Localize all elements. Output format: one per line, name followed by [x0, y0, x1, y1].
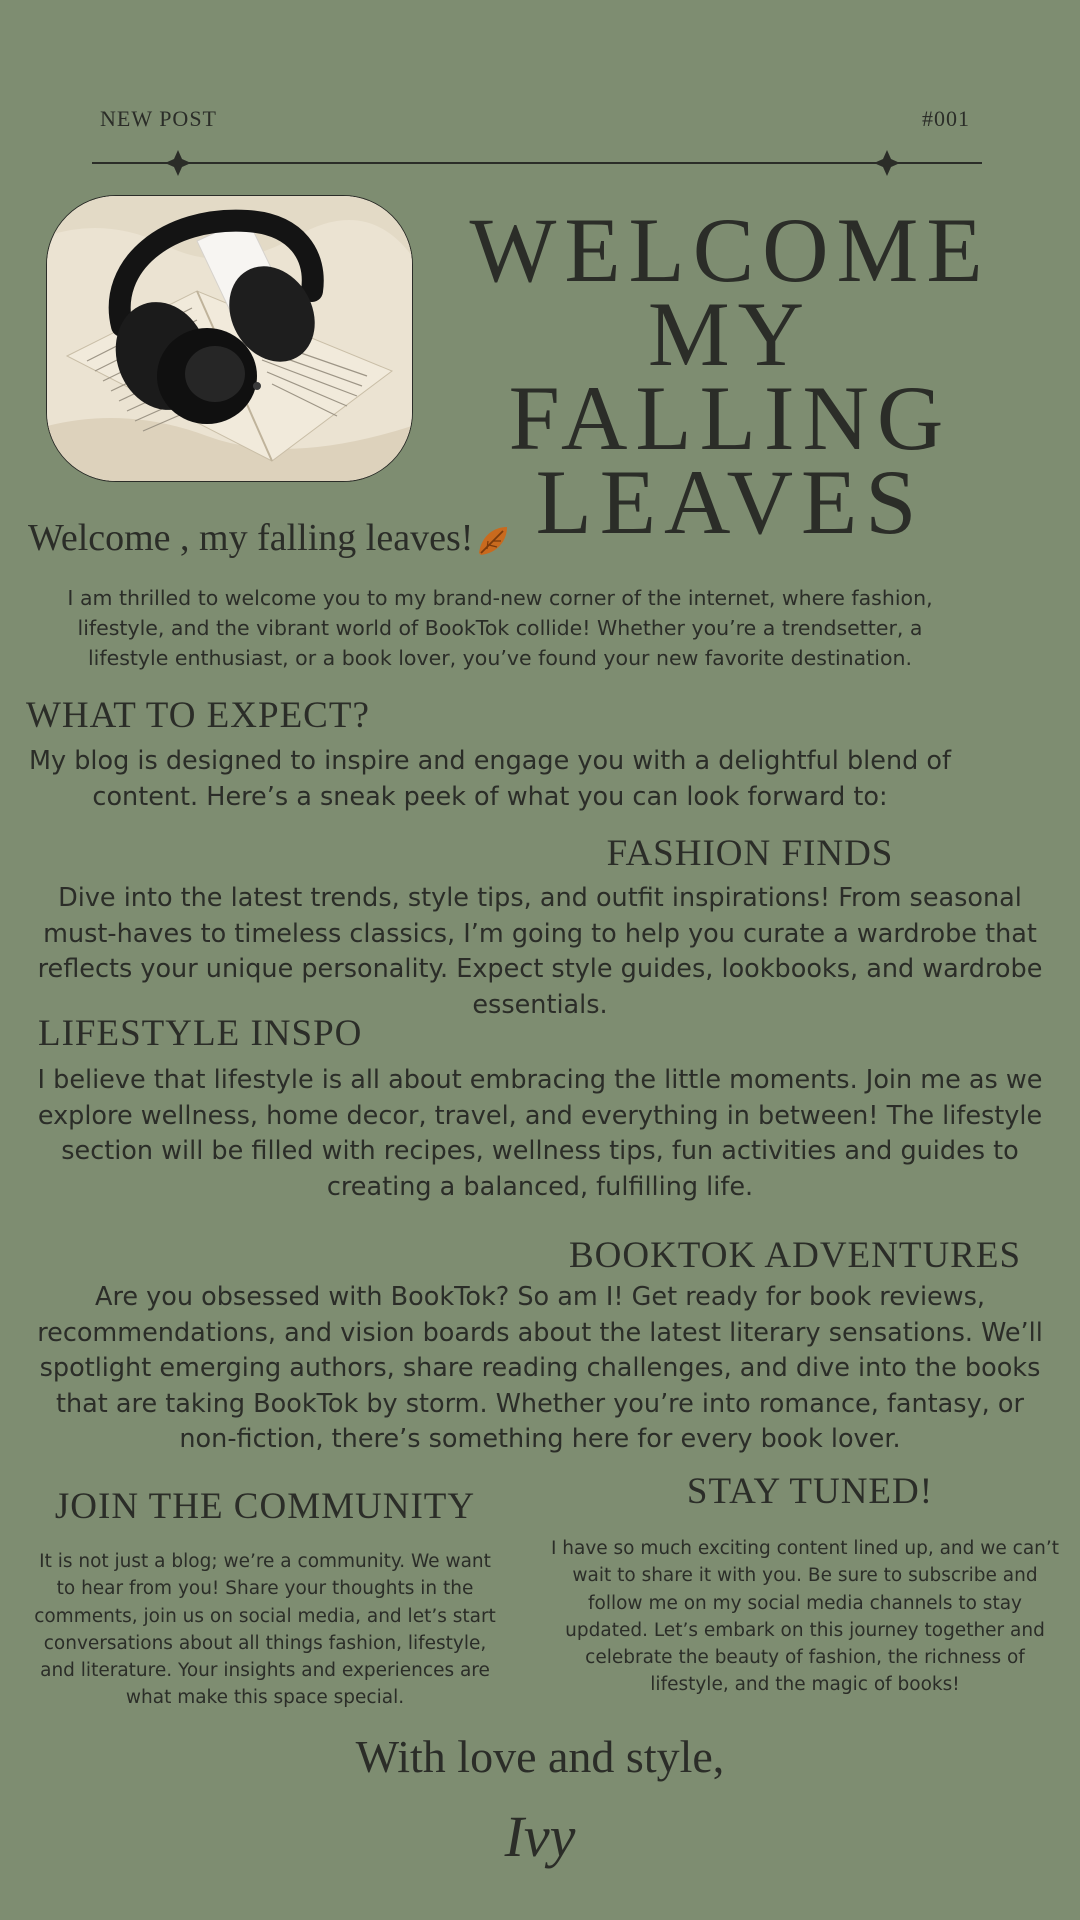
title-line-2: MY FALLING: [508, 283, 952, 469]
fashion-heading: FASHION FINDS: [606, 833, 894, 874]
title-line-3: LEAVES: [535, 451, 925, 553]
stay-tuned-paragraph: I have so much exciting content lined up, and we can’t wait to share it with you. Be sure to subscribe and follow me on my social media channels to stay updated. Let’s embark on this journey together and celebrate the beauty of fashion, the richness of lifestyle, and the magic of books!: [550, 1538, 1060, 1696]
expect-heading: WHAT TO EXPECT?: [26, 695, 370, 736]
four-point-star-icon: [165, 150, 191, 176]
page-title: [440, 199, 1020, 553]
header-divider: [92, 150, 982, 180]
community-paragraph: It is not just a blog; we’re a community. We want to hear from you! Share your thoughts in the comments, join us on social media, and let’s start conversations about all things fashion, lifestyle, and literature. Your insights and experiences are what make this space special.: [34, 1551, 496, 1709]
welcome-heading: [28, 516, 511, 560]
closing-line: With love and style,: [355, 1731, 725, 1782]
welcome-heading-text: Welcome , my falling leaves!: [28, 517, 474, 559]
headphones-book-photo: [46, 195, 413, 482]
four-point-star-icon: [874, 150, 900, 176]
lifestyle-paragraph: I believe that lifestyle is all about embracing the little moments. Join me as we explore wellness, home decor, travel, and everything in between! The lifestyle section will be filled with recipes, wellness tips, fun activities and guides to creating a balanced, fulfilling life.: [37, 1065, 1043, 1202]
stay-tuned-heading: STAY TUNED!: [686, 1471, 934, 1512]
signature: Ivy: [504, 1804, 576, 1869]
post-number: #001: [922, 106, 970, 131]
expect-paragraph: My blog is designed to inspire and engage you with a delightful blend of content. Here’s a sneak peek of what you can look forward to:: [29, 746, 951, 812]
fashion-paragraph: Dive into the latest trends, style tips, and outfit inspirations! From seasonal must-haves to timeless classics, I’m going to help you curate a wardrobe that reflects your unique personality. Expect style guides, lookbooks, and wardrobe essentials.: [37, 883, 1043, 1020]
title-line-1: WELCOME: [469, 199, 991, 301]
booktok-heading: BOOKTOK ADVENTURES: [568, 1235, 1022, 1276]
post-label: NEW POST: [100, 106, 217, 131]
autumn-leaf-icon: [475, 523, 511, 559]
booktok-paragraph: Are you obsessed with BookTok? So am I! Get ready for book reviews, recommendations, and vision boards about the latest literary sensations. We’ll spotlight emerging authors, share reading challenges, and dive into the books that are taking BookTok by storm. Whether you’re into romance, fantasy, or non-fiction, there’s something here for every book lover.: [37, 1282, 1043, 1454]
intro-paragraph: I am thrilled to welcome you to my brand-new corner of the internet, where fashion, lifestyle, and the vibrant world of BookTok collide! Whether you’re a trendsetter, a lifestyle enthusiast, or a book lover, you’ve found your new favorite destination.: [67, 586, 933, 670]
lifestyle-heading: LIFESTYLE INSPO: [38, 1013, 363, 1054]
community-heading: JOIN THE COMMUNITY: [54, 1486, 476, 1527]
